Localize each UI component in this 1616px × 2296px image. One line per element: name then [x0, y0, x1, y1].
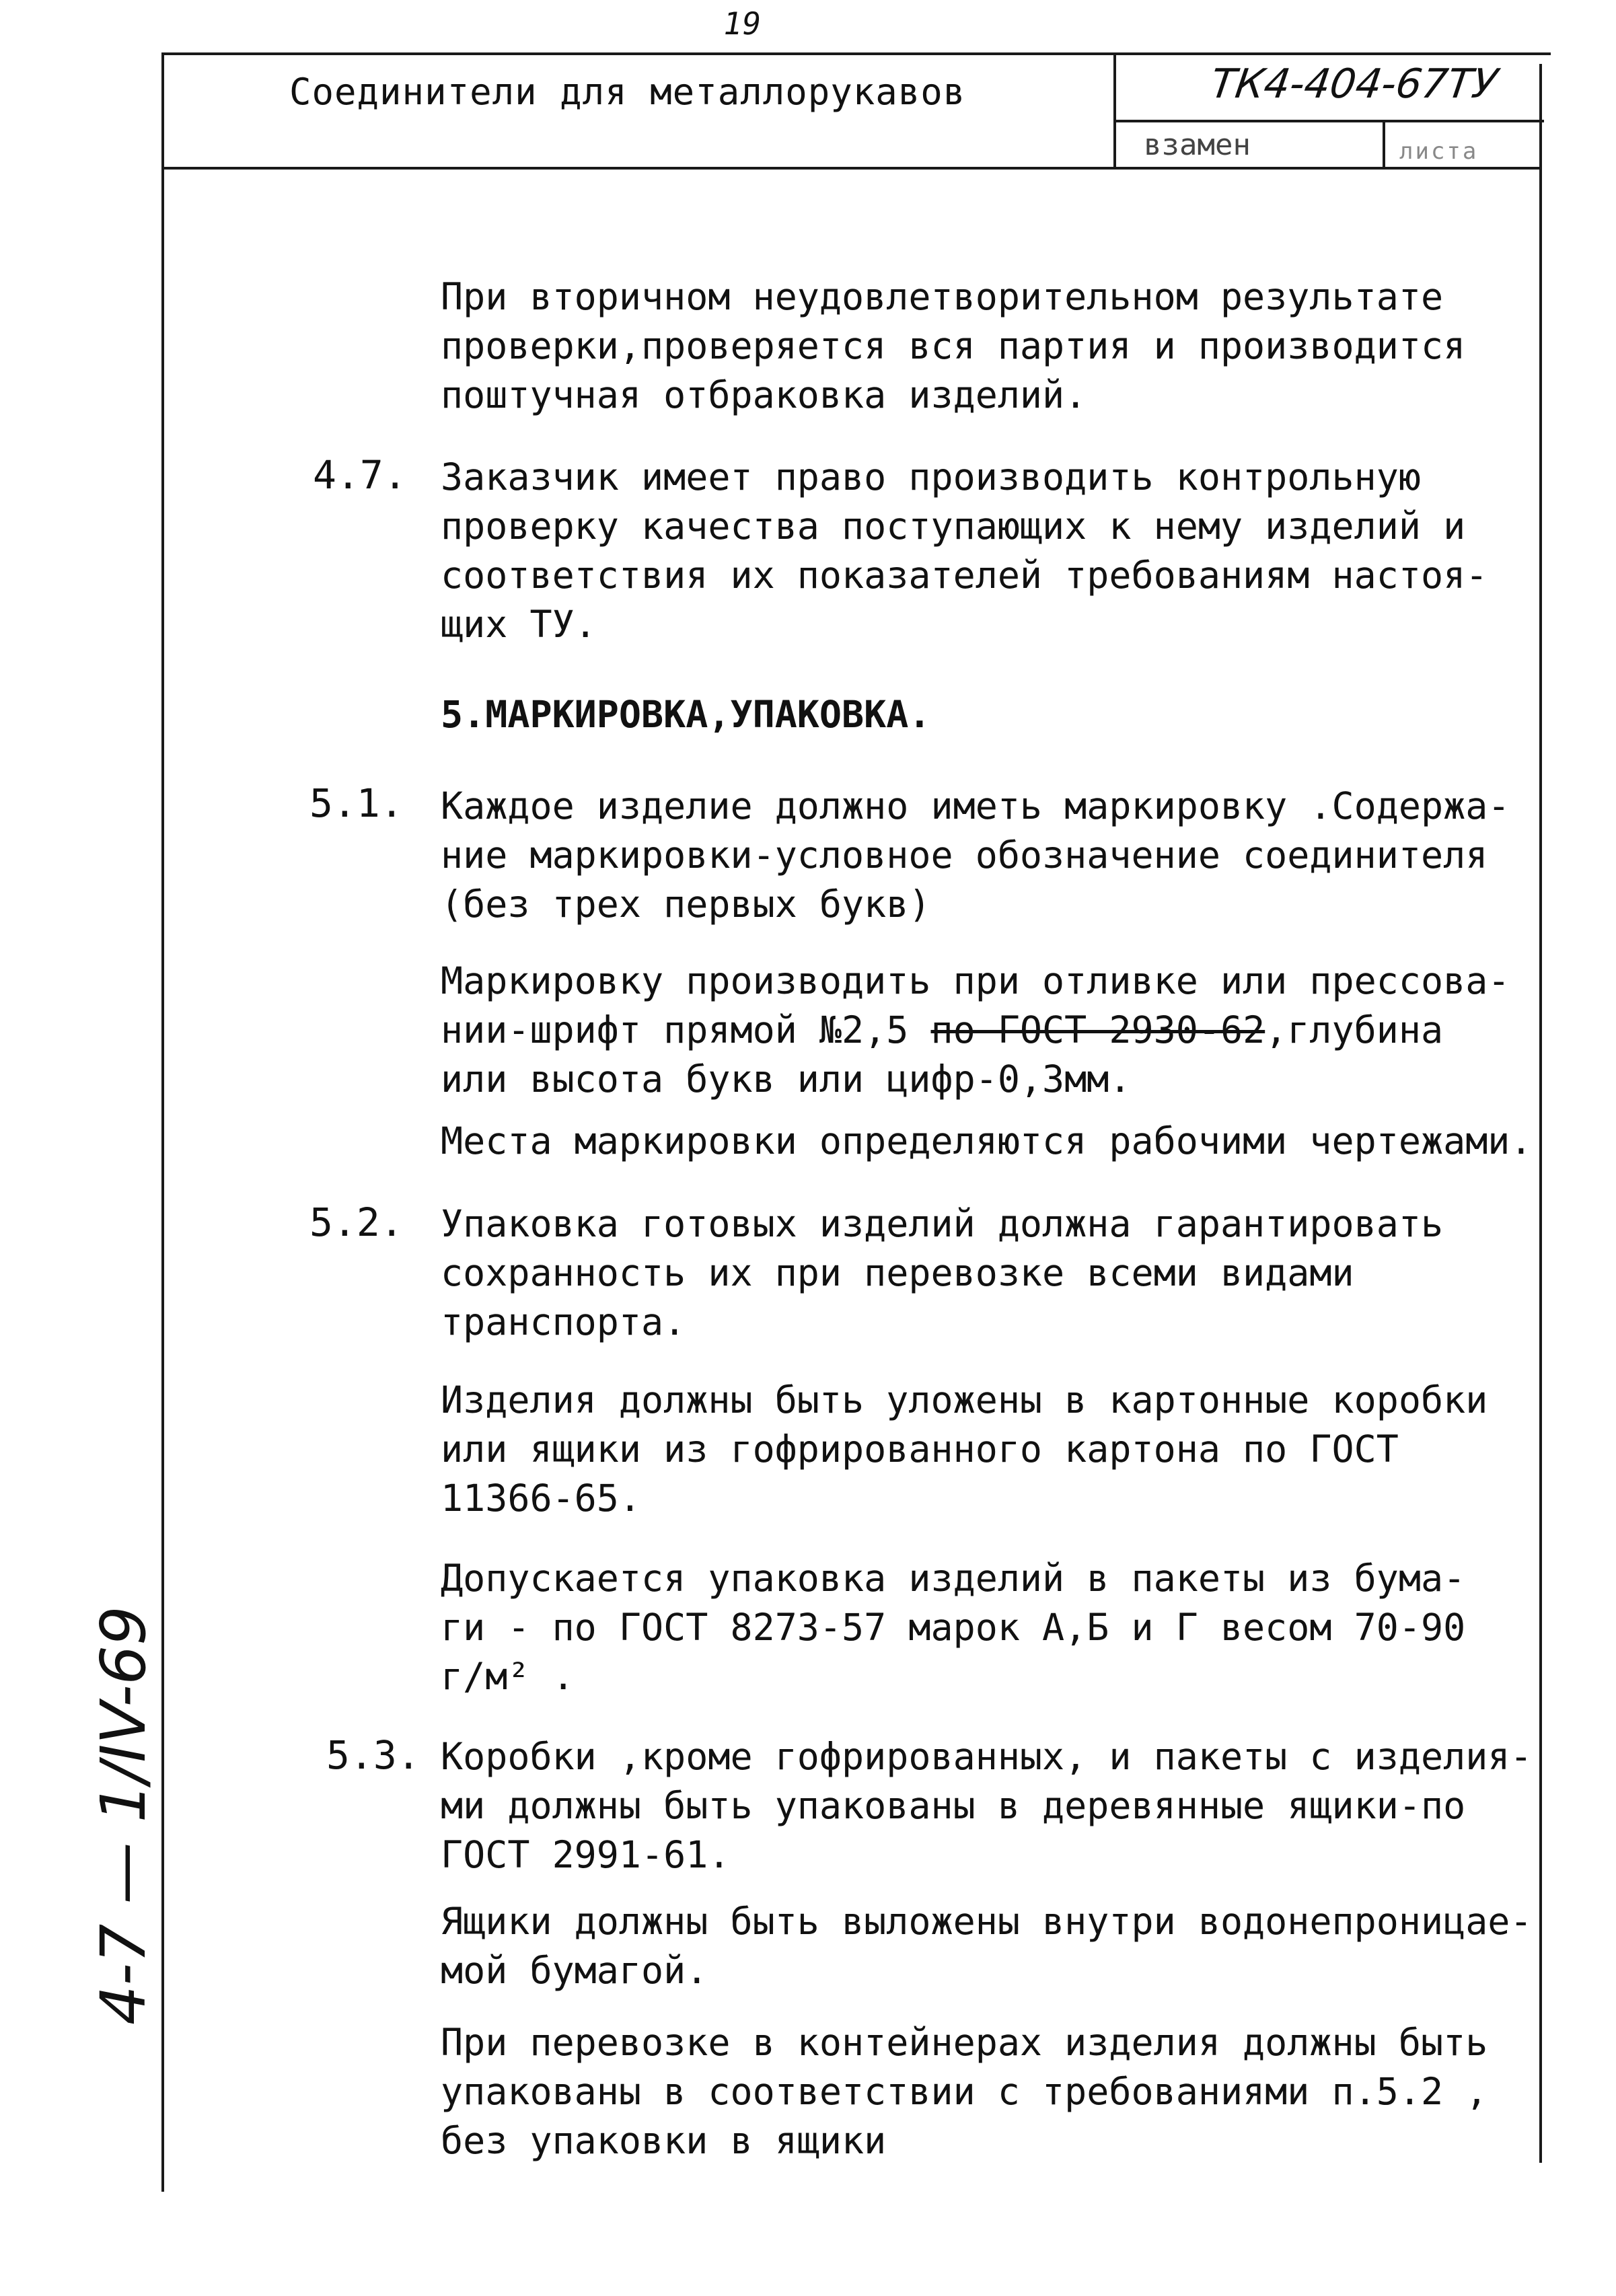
text-line: (без трех первых букв): [441, 883, 931, 926]
text-line: Заказчик имеет право производить контрольную: [441, 455, 1421, 498]
text-line: Ящики должны быть выложены внутри водонепроницае-: [441, 1900, 1533, 1943]
text-line: щих ТУ.: [441, 603, 597, 646]
header-bottom-line: [161, 167, 1541, 170]
text-line: 11366-65.: [441, 1477, 642, 1520]
frame-top-line: [161, 52, 1551, 55]
paragraph-number-5-3: 5.3.: [326, 1732, 420, 1778]
boxes-paragraph: [441, 1376, 1544, 1523]
text-line: или ящики из гофрированного картона по ГОСТ: [441, 1428, 1399, 1471]
struck-text: по ГОСТ 2930-62: [930, 1008, 1265, 1051]
text-line: ми должны быть упакованы в деревянные ящики-по: [441, 1784, 1466, 1827]
text-line: соответствия их показателей требованиям настоя-: [441, 554, 1488, 597]
text-line: ги - по ГОСТ 8273-57 марок А,Б и Г весом 70-90: [441, 1606, 1466, 1649]
paragraph-5-1: [441, 782, 1544, 929]
paragraph-5-2: [441, 1199, 1544, 1347]
text-line: При вторичном неудовлетворительном результате: [441, 275, 1444, 318]
marking-paragraph: [441, 957, 1544, 1104]
text-line: ГОСТ 2991-61.: [441, 1833, 731, 1876]
text-line: проверки,проверяется вся партия и производится: [441, 324, 1466, 367]
text-line: без упаковки в ящики: [441, 2119, 887, 2162]
text-line: Коробки ,кроме гофрированных, и пакеты с изделия-: [441, 1735, 1533, 1778]
text-line: мой бумагой.: [441, 1949, 708, 1992]
text-line: ние маркировки-условное обозначение соединителя: [441, 834, 1488, 877]
header-divider-vertical: [1113, 52, 1116, 168]
text-line: Изделия должны быть уложены в картонные коробки: [441, 1378, 1488, 1421]
text-line: Допускается упаковка изделий в пакеты из бума-: [441, 1557, 1466, 1600]
marking-places: [441, 1117, 1544, 1166]
text-line: или высота букв или цифр-0,3мм.: [441, 1058, 1132, 1101]
text-line: транспорта.: [441, 1300, 686, 1343]
text-line: сохранность их при перевозке всеми видами: [441, 1251, 1354, 1294]
handwritten-side-note: 4-7 — 1/IV-69: [87, 1606, 159, 2025]
text-segment: ,глубина: [1265, 1008, 1444, 1051]
text-line: г/м² .: [441, 1655, 575, 1698]
replace-label: взамен: [1144, 128, 1251, 162]
lining-paragraph: [441, 1897, 1544, 1995]
text-line: Маркировку производить при отливке или прессова-: [441, 959, 1510, 1002]
sheet-cell-divider: [1383, 122, 1385, 168]
section-heading: 5.МАРКИРОВКА,УПАКОВКА.: [441, 693, 931, 736]
continued-paragraph: [441, 272, 1544, 420]
paragraph-number-5-2: 5.2.: [309, 1199, 404, 1245]
text-line: Места маркировки определяются рабочими чертежами.: [441, 1119, 1533, 1162]
text-line: поштучная отбраковка изделий.: [441, 373, 1087, 416]
document-code: ТК4-404-67ТУ: [1208, 61, 1500, 108]
text-segment: нии-шрифт прямой №2,5: [441, 1008, 931, 1051]
sheet-label: листа: [1399, 138, 1479, 165]
text-line: Каждое изделие должно иметь маркировку .Содержа-: [441, 784, 1510, 827]
containers-paragraph: [441, 2018, 1544, 2165]
paragraph-number-4-7: 4.7.: [313, 452, 407, 498]
paragraph-number-5-1: 5.1.: [309, 780, 404, 826]
header-divider-horizontal: [1113, 120, 1544, 122]
text-line: Упаковка готовых изделий должна гарантировать: [441, 1202, 1444, 1245]
text-line: При перевозке в контейнерах изделия должны быть: [441, 2021, 1488, 2064]
text-line: проверку качества поступающих к нему изделий и: [441, 505, 1466, 548]
bags-paragraph: [441, 1554, 1544, 1701]
page-number: 19: [720, 5, 764, 42]
document-title: Соединители для металлорукавов: [289, 71, 966, 113]
paragraph-4-7: [441, 453, 1544, 649]
text-line: [441, 1006, 1544, 1055]
paragraph-5-3: [441, 1732, 1544, 1880]
frame-left-line: [161, 52, 164, 2192]
text-line: упакованы в соответствии с требованиями п.5.2 ,: [441, 2070, 1488, 2113]
